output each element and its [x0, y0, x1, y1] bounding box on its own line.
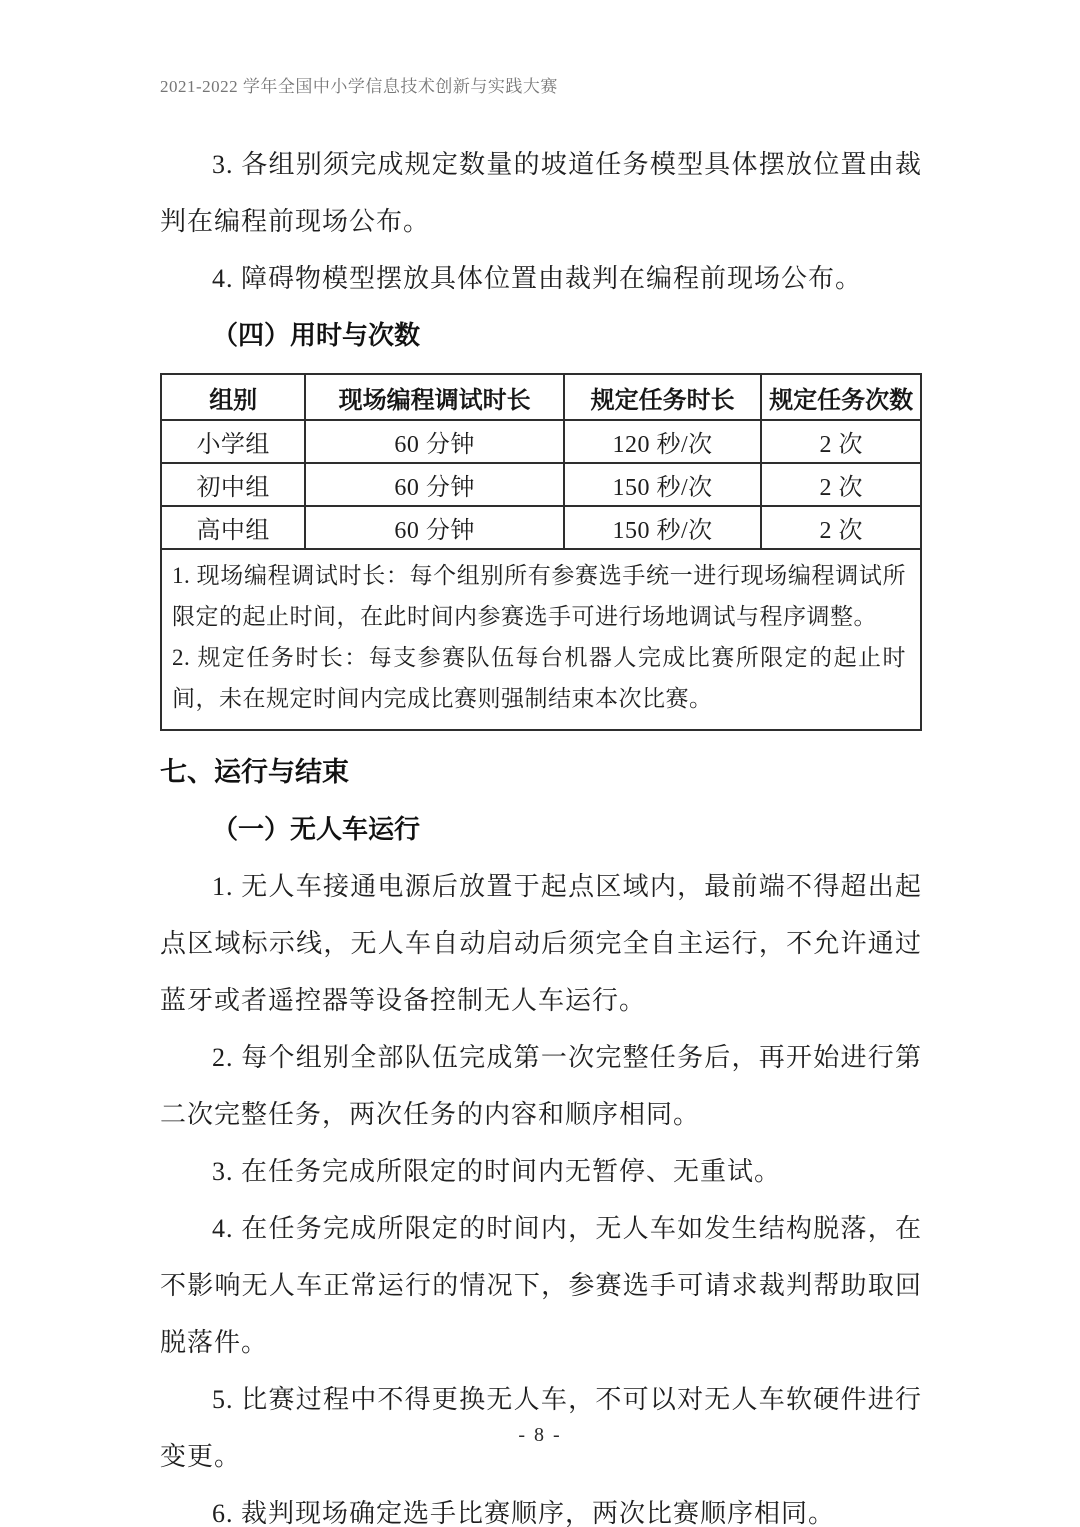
cell-task-attempts: 2 次 [761, 506, 921, 549]
table-note-task-duration: 2. 规定任务时长：每支参赛队伍每台机器人完成比赛所限定的起止时间，未在规定时间内完成比赛则强制结束本次比赛。 [172, 645, 906, 711]
subsection-heading-vehicle-run: （一）无人车运行 [212, 814, 421, 844]
cell-debug-duration: 60 分钟 [305, 420, 563, 463]
cell-task-duration: 150 秒/次 [564, 506, 762, 549]
table-note-debug-duration: 1. 现场编程调试时长：每个组别所有参赛选手统一进行现场编程调试所限定的起止时间，在此时间内参赛选手可进行场地调试与程序调整。 [172, 563, 906, 629]
cell-task-attempts: 2 次 [761, 420, 921, 463]
cell-group: 初中组 [161, 463, 305, 506]
rule-item-structure-detach: 4. 在任务完成所限定的时间内，无人车如发生结构脱落，在不影响无人车正常运行的情况下，参赛选手可请求裁判帮助取回脱落件。 [160, 1214, 922, 1357]
rule-item-no-vehicle-change: 5. 比赛过程中不得更换无人车，不可以对无人车软硬件进行变更。 [160, 1385, 922, 1471]
section-heading-time-and-attempts: （四）用时与次数 [212, 320, 421, 350]
rule-item-second-full-task: 2. 每个组别全部队伍完成第一次完整任务后，再开始进行第二次完整任务，两次任务的内容和顺序相同。 [160, 1043, 922, 1129]
table-row [161, 463, 921, 506]
table-row [161, 506, 921, 549]
paragraph-ramp-task-placement: 3. 各组别须完成规定数量的坡道任务模型具体摆放位置由裁判在编程前现场公布。 [160, 150, 922, 236]
rule-item-power-on-start-zone: 1. 无人车接通电源后放置于起点区域内，最前端不得超出起点区域标示线，无人车自动启动后须完全自主运行，不允许通过蓝牙或者遥控器等设备控制无人车运行。 [160, 872, 922, 1015]
table-row [161, 420, 921, 463]
cell-debug-duration: 60 分钟 [305, 463, 563, 506]
rule-item-no-pause-no-retry: 3. 在任务完成所限定的时间内无暂停、无重试。 [212, 1157, 782, 1186]
table-header-row [161, 374, 921, 420]
table-header-debug-duration: 现场编程调试时长 [305, 374, 563, 420]
table-header-task-duration: 规定任务时长 [564, 374, 762, 420]
doc-header-title: 2021-2022 学年全国中小学信息技术创新与实践大赛 [160, 77, 558, 96]
page-number: - 8 - [518, 1424, 562, 1446]
table-header-group: 组别 [161, 374, 305, 420]
cell-group: 小学组 [161, 420, 305, 463]
paragraph-obstacle-placement: 4. 障碍物模型摆放具体位置由裁判在编程前现场公布。 [212, 264, 863, 293]
cell-task-duration: 150 秒/次 [564, 463, 762, 506]
rule-item-match-order: 6. 裁判现场确定选手比赛顺序，两次比赛顺序相同。 [212, 1499, 836, 1527]
table-notes-row [161, 549, 921, 730]
cell-task-attempts: 2 次 [761, 463, 921, 506]
table-header-task-attempts: 规定任务次数 [761, 374, 921, 420]
cell-task-duration: 120 秒/次 [564, 420, 762, 463]
time-attempts-table [160, 373, 922, 731]
section-heading-run-and-finish: 七、运行与结束 [160, 757, 349, 787]
table-notes-cell [161, 549, 921, 730]
cell-group: 高中组 [161, 506, 305, 549]
cell-debug-duration: 60 分钟 [305, 506, 563, 549]
